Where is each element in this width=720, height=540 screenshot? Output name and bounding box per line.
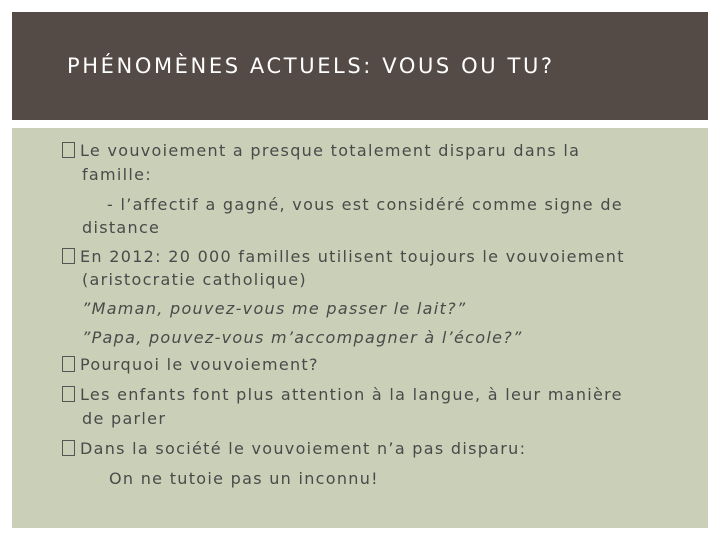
line-text: Dans la société le vouvoiement n’a pas disparu: [80,439,527,458]
quote-line [82,298,466,320]
line-text: Les enfants font plus attention à la langue, à leur manière [80,385,623,404]
line-text: En 2012: 20 000 familles utilisent toujours le vouvoiement [80,247,625,266]
line-text: (aristocratie catholique) [82,270,307,289]
sub-line [107,194,623,216]
continuation-line [82,164,152,186]
bullet-box-icon [62,356,75,372]
line-text: de parler [82,409,167,428]
continuation-line [82,217,160,239]
line-text: famille: [82,165,152,184]
continuation-line [82,269,307,291]
bullet-line [62,246,625,268]
bullet-box-icon [62,248,75,264]
bullet-box-icon [62,142,75,158]
line-text: - l’affectif a gagné, vous est considéré comme signe de [107,195,623,214]
bullet-line [62,140,580,162]
line-text: ”Maman, pouvez-vous me passer le lait?” [82,299,467,318]
quote-line [82,327,523,349]
continuation-line [82,408,166,430]
bullet-box-icon [62,440,75,456]
sub-line [109,468,379,490]
bullet-line [62,384,623,406]
line-text: Pourquoi le vouvoiement? [80,355,319,374]
slide-title: PHÉNOMÈNES ACTUELS: VOUS OU TU? [67,54,555,78]
bullet-line [62,354,319,376]
bullet-line [62,438,526,460]
title-band [12,12,708,120]
line-text: Le vouvoiement a presque totalement disparu dans la [80,141,581,160]
line-text: On ne tutoie pas un inconnu! [109,469,379,488]
line-text: ”Papa, pouvez-vous m’accompagner à l’école?” [82,328,523,347]
bullet-box-icon [62,386,75,402]
line-text: distance [82,218,161,237]
content-panel [12,128,708,528]
